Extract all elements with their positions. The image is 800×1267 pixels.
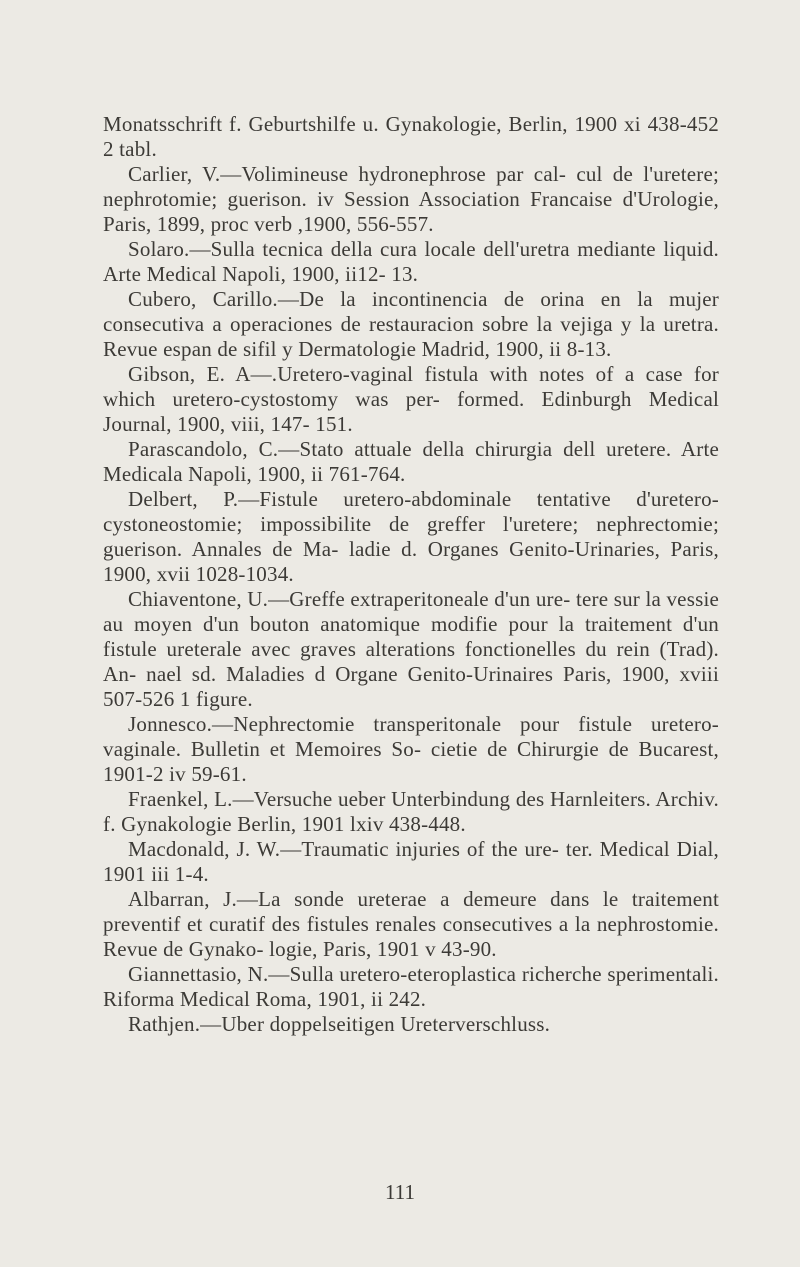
bibliography-entry: Chiaventone, U.—Greffe extraperitoneale d'un ure- tere sur la vessie au moyen d'un bouton anatomique modifie pour la traitement d'un fistule ureterale avec graves alterations fonctionelles du rein (Trad). An- nael sd. Maladies d Organe Genito-Urinaires Paris, 1900, xviii 507-526 1 figure. [103,587,719,711]
bibliography-entry: Cubero, Carillo.—De la incontinencia de orina en la mujer consecutiva a operaciones de restauracion sobre la vejiga y la uretra. Revue espan de sifil y Dermatologie Madrid, 1900, ii 8-13. [103,287,719,361]
bibliography-entry: Macdonald, J. W.—Traumatic injuries of the ure- ter. Medical Dial, 1901 iii 1-4. [103,837,719,886]
bibliography-entry: Fraenkel, L.—Versuche ueber Unterbindung des Harnleiters. Archiv. f. Gynakologie Berlin, 1901 lxiv 438-448. [103,787,719,836]
bibliography-entry: Solaro.—Sulla tecnica della cura locale dell'uretra mediante liquid. Arte Medical Napoli, 1900, ii12- 13. [103,237,719,286]
bibliography-entry: Delbert, P.—Fistule uretero-abdominale tentative d'uretero-cystoneostomie; impossibilite de greffer l'uretere; nephrectomie; guerison. Annales de Ma- ladie d. Organes Genito-Urinaries, Paris, 1900, xvii 1028-1034. [103,487,719,586]
bibliography-page [103,112,719,1037]
bibliography-entry: Monatsschrift f. Geburtshilfe u. Gynakologie, Berlin, 1900 xi 438-452 2 tabl. [103,112,719,161]
bibliography-entry: Gibson, E. A—.Uretero-vaginal fistula with notes of a case for which uretero-cystostomy was per- formed. Edinburgh Medical Journal, 1900, viii, 147- 151. [103,362,719,436]
bibliography-entry: Parascandolo, C.—Stato attuale della chirurgia dell uretere. Arte Medicala Napoli, 1900, ii 761-764. [103,437,719,486]
bibliography-entry: Albarran, J.—La sonde ureterae a demeure dans le traitement preventif et curatif des fistules renales consecutives a la nephrostomie. Revue de Gynako- logie, Paris, 1901 v 43-90. [103,887,719,961]
bibliography-entry: Carlier, V.—Volimineuse hydronephrose par cal- cul de l'uretere; nephrotomie; guerison. iv Session Association Francaise d'Urologie, Paris, 1899, proc verb ,1900, 556-557. [103,162,719,236]
bibliography-entry: Giannettasio, N.—Sulla uretero-eteroplastica richerche sperimentali. Riforma Medical Roma, 1901, ii 242. [103,962,719,1011]
page-number: 111 [385,1180,415,1204]
bibliography-entry: Jonnesco.—Nephrectomie transperitonale pour fistule uretero-vaginale. Bulletin et Memoires So- cietie de Chirurgie de Bucarest, 1901-2 iv 59-61. [103,712,719,786]
bibliography-entry: Rathjen.—Uber doppelseitigen Ureterverschluss. [128,1012,551,1036]
